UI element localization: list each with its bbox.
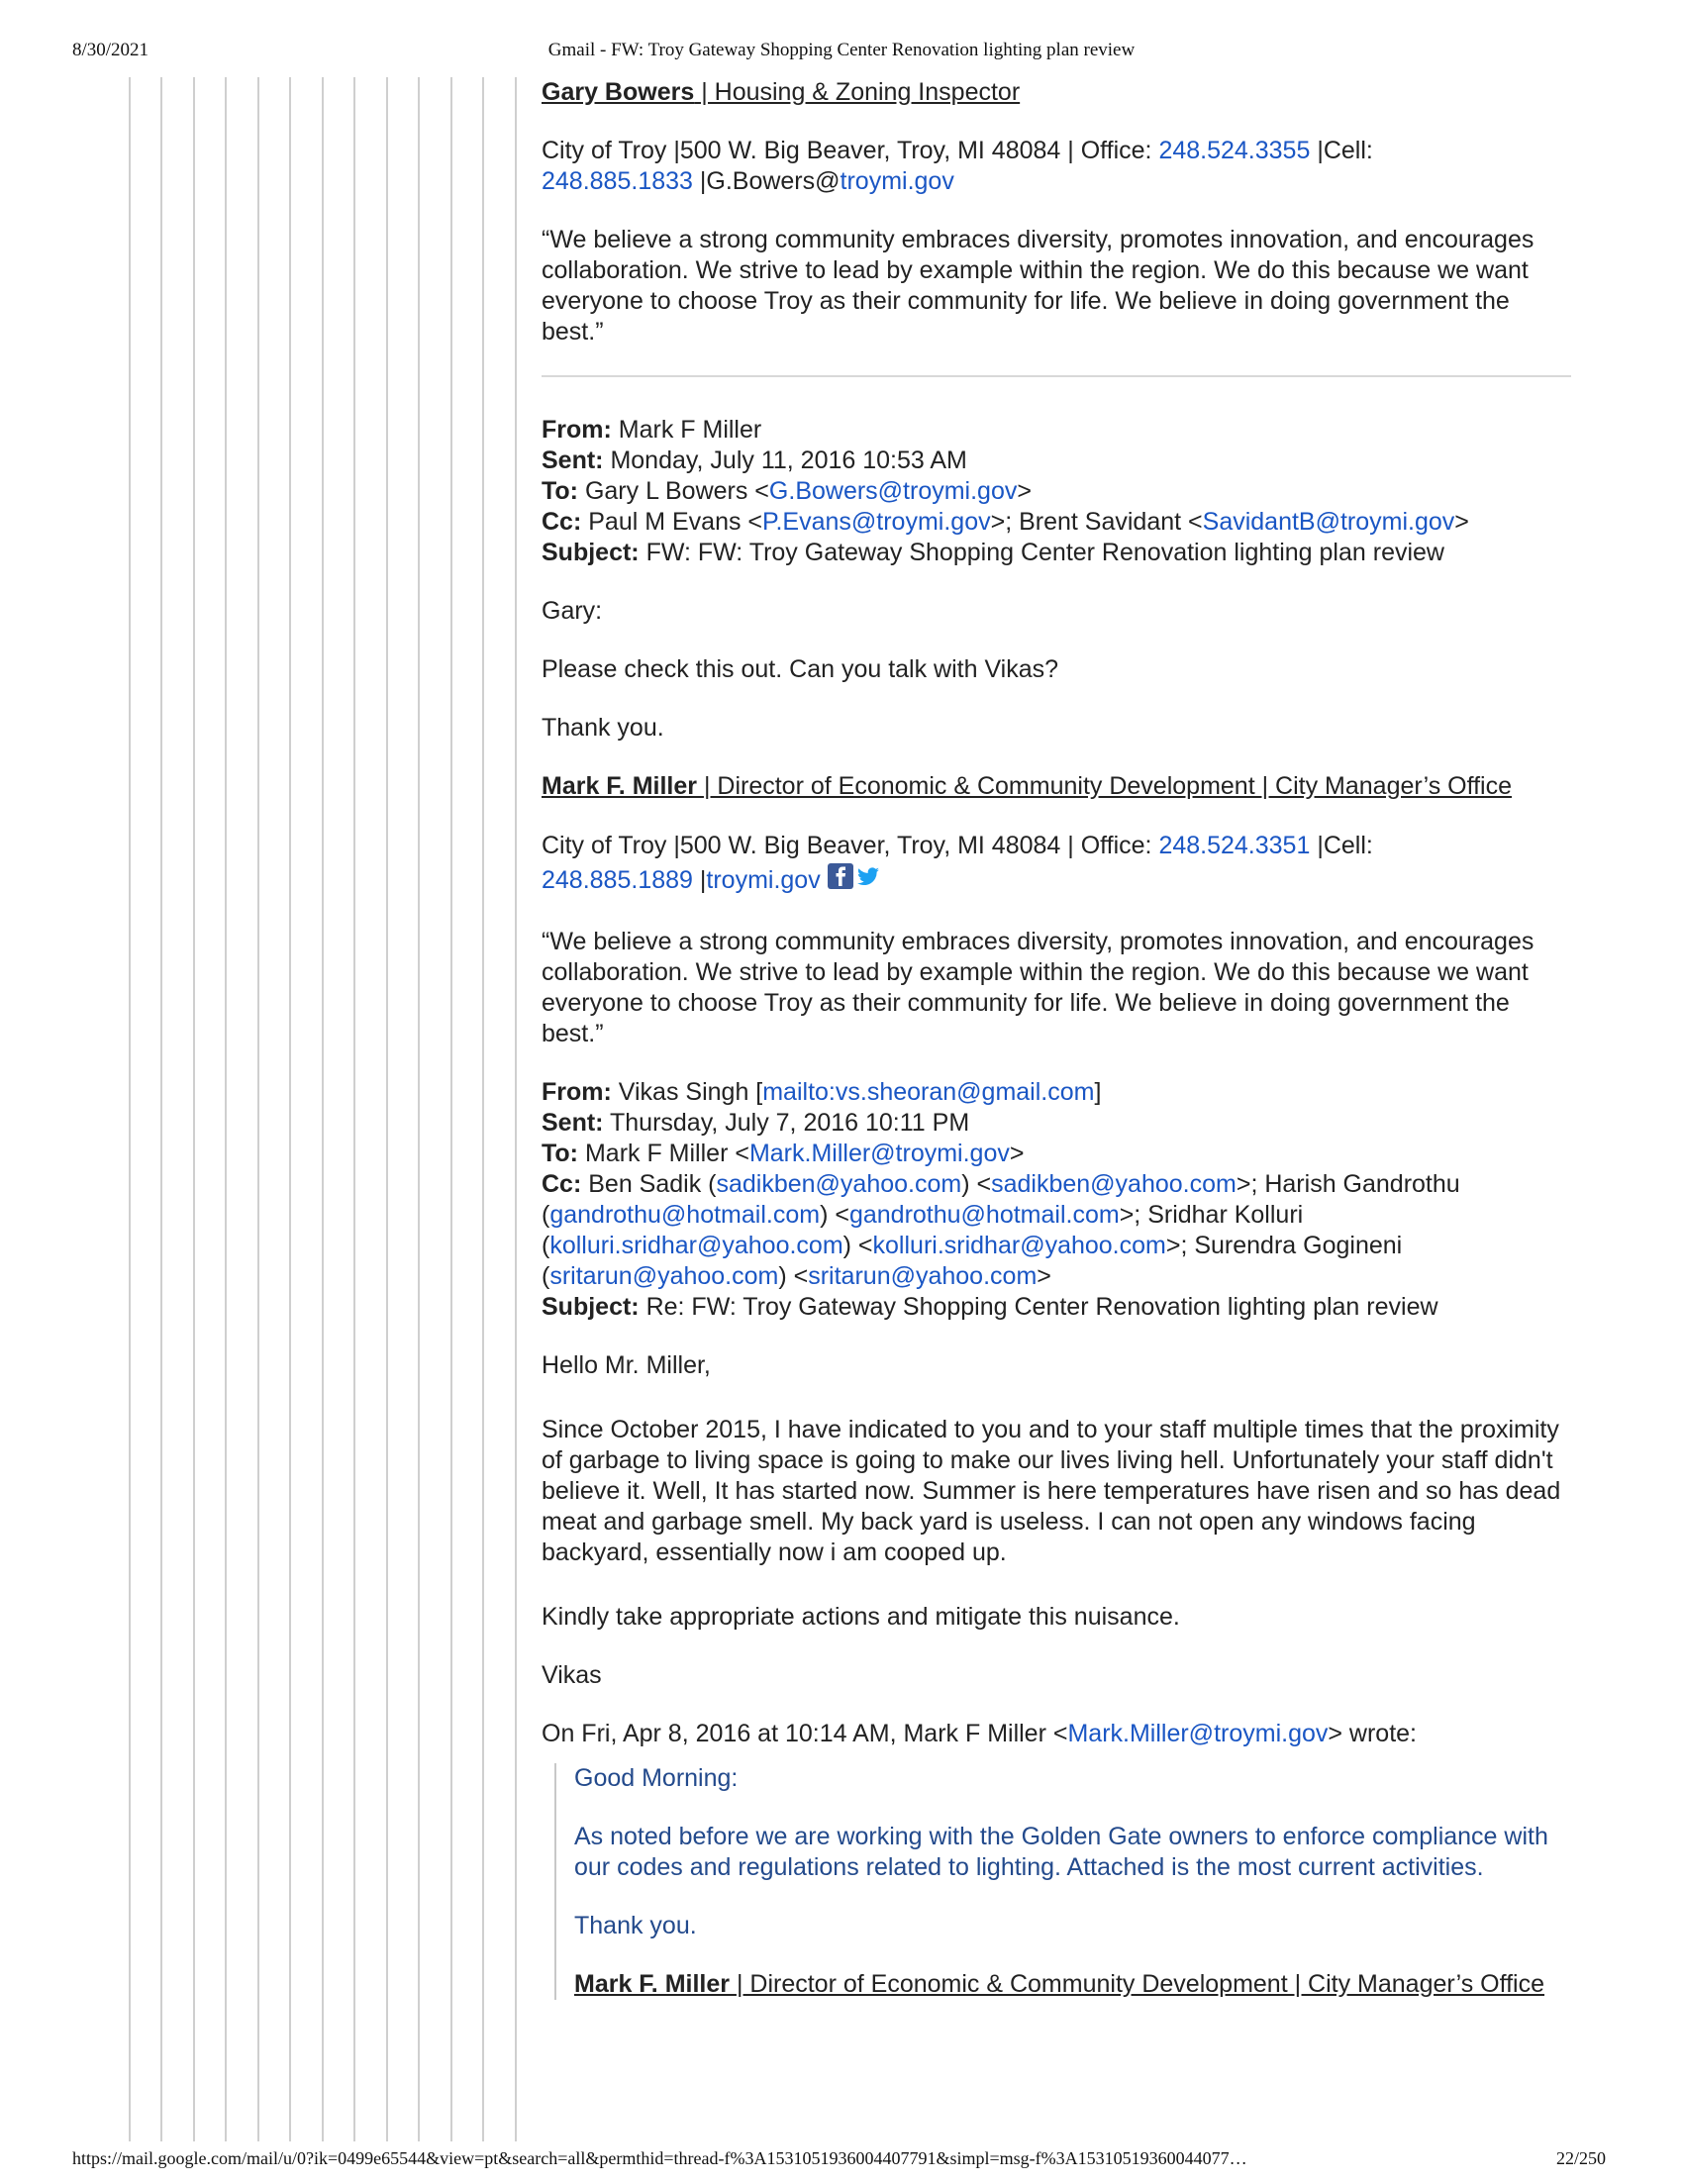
- message-body: Kindly take appropriate actions and mitigate this nuisance.: [542, 1603, 1180, 1631]
- signature-name: Mark F. Miller: [542, 772, 704, 800]
- signature-contact: City of Troy |500 W. Big Beaver, Troy, MI 48084 | Office: 248.524.3351 |Cell: 248.885.1889 |troymi.gov: [542, 832, 1373, 894]
- quoted-body: As noted before we are working with the Golden Gate owners to enforce compliance with our codes and regulations related to lighting. Attached is the most current activities.: [574, 1823, 1548, 1881]
- email-link[interactable]: mailto:vs.sheoran@gmail.com: [762, 1078, 1095, 1106]
- quoted-greeting: Good Morning:: [574, 1764, 739, 1792]
- to-line: To: Gary L Bowers <G.Bowers@troymi.gov>: [542, 477, 1032, 505]
- facebook-icon[interactable]: [827, 862, 854, 890]
- print-title: Gmail - FW: Troy Gateway Shopping Center Renovation lighting plan review: [547, 40, 1136, 60]
- signature-motto: “We believe a strong community embraces diversity, promotes innovation, and encourages collaboration. We strive to lead by example within the region. We do this because we want everyone to choose Troy as their community for life. We believe in doing government the best.”: [542, 928, 1534, 1047]
- office-phone-link[interactable]: 248.524.3351: [1158, 832, 1311, 859]
- email-link[interactable]: Mark.Miller@troymi.gov: [748, 1140, 1010, 1167]
- website-link[interactable]: troymi.gov: [840, 167, 954, 195]
- quoted-signature: Mark F. Miller | Director of Economic & Community Development | City Manager’s Office: [574, 1970, 1545, 1998]
- signature-motto: “We believe a strong community embraces diversity, promotes innovation, and encourages collaboration. We strive to lead by example within the region. We do this because we want everyone to choose Troy as their community for life. We believe in doing government the best.”: [542, 226, 1534, 346]
- signoff: Vikas: [542, 1661, 602, 1689]
- email-link[interactable]: gandrothu@hotmail.com: [848, 1201, 1120, 1229]
- quote-attribution: On Fri, Apr 8, 2016 at 10:14 AM, Mark F Miller <Mark.Miller@troymi.gov> wrote:: [542, 1720, 1417, 1747]
- sent-line: Sent: Thursday, July 7, 2016 10:11 PM: [542, 1109, 970, 1137]
- signature-title: | Housing & Zoning Inspector: [694, 78, 1021, 106]
- print-header: [0, 40, 1683, 75]
- website-link[interactable]: troymi.gov: [706, 866, 821, 894]
- message-body: Please check this out. Can you talk with Vikas?: [542, 655, 1059, 683]
- email-link[interactable]: sritarun@yahoo.com: [549, 1262, 779, 1290]
- sent-line: Sent: Monday, July 11, 2016 10:53 AM: [542, 447, 967, 474]
- office-phone-link[interactable]: 248.524.3355: [1158, 137, 1311, 164]
- from-line: From: Vikas Singh [mailto:vs.sheoran@gmail.com]: [542, 1078, 1102, 1106]
- email-link[interactable]: gandrothu@hotmail.com: [549, 1201, 821, 1229]
- subject-line: Subject: Re: FW: Troy Gateway Shopping Center Renovation lighting plan review: [542, 1293, 1438, 1321]
- print-date: 8/30/2021: [72, 40, 149, 60]
- message-header-2: [542, 1077, 1571, 1323]
- cc-line: Cc: Paul M Evans <P.Evans@troymi.gov>; Brent Savidant <SavidantB@troymi.gov>: [542, 508, 1469, 536]
- message-header-1: [542, 415, 1571, 568]
- thread-depth-rules: [129, 77, 530, 2141]
- email-link[interactable]: kolluri.sridhar@yahoo.com: [549, 1232, 843, 1259]
- message-body: Since October 2015, I have indicated to you and to your staff multiple times that the proximity of garbage to living space is going to make our lives living hell. Unfortunately your staff didn't believe it. Well, It has started now. Summer is here temperatures have risen and so has dead meat and garbage smell. My back yard is useless. I can not open any windows facing backyard, essentially now i am cooped up.: [542, 1416, 1561, 1566]
- email-content: [542, 77, 1571, 2000]
- email-link[interactable]: SavidantB@troymi.gov: [1202, 508, 1455, 536]
- twitter-icon[interactable]: [854, 862, 882, 890]
- email-link[interactable]: kolluri.sridhar@yahoo.com: [872, 1232, 1166, 1259]
- signature-title: | Director of Economic & Community Development | City Manager’s Office: [703, 772, 1513, 800]
- to-line: To: Mark F Miller <Mark.Miller@troymi.gov>: [542, 1140, 1025, 1167]
- email-link[interactable]: sadikben@yahoo.com: [991, 1170, 1237, 1198]
- cell-phone-link[interactable]: 248.885.1889: [542, 866, 693, 894]
- greeting: Hello Mr. Miller,: [542, 1351, 711, 1379]
- quoted-message: [554, 1763, 1571, 2000]
- print-url: https://mail.google.com/mail/u/0?ik=0499e65544&view=pt&search=all&permthid=thread-f%3A1531051936004407791&simpl=msg-f%3A15310519360044077…: [72, 2148, 1247, 2168]
- closing: Thank you.: [542, 714, 664, 742]
- email-link[interactable]: G.Bowers@troymi.gov: [768, 477, 1018, 505]
- signature-contact: City of Troy |500 W. Big Beaver, Troy, MI 48084 | Office: 248.524.3355 |Cell: 248.885.1833 |G.Bowers@troymi.gov: [542, 137, 1373, 195]
- greeting: Gary:: [542, 597, 603, 625]
- subject-line: Subject: FW: FW: Troy Gateway Shopping Center Renovation lighting plan review: [542, 539, 1444, 566]
- cc-line: Cc: Ben Sadik (sadikben@yahoo.com) <sadikben@yahoo.com>; Harish Gandrothu (gandrothu@hotmail.com) <gandrothu@hotmail.com>; Sridhar Kolluri (kolluri.sridhar@yahoo.com) <kolluri.sridhar@yahoo.com>; Surendra Gogineni (sritarun@yahoo.com) <sritarun@yahoo.com>: [542, 1170, 1460, 1290]
- signature-name: Gary Bowers: [542, 78, 695, 106]
- cell-phone-link[interactable]: 248.885.1833: [542, 167, 693, 195]
- email-link[interactable]: sadikben@yahoo.com: [716, 1170, 962, 1198]
- print-footer: [0, 2148, 1683, 2184]
- email-link[interactable]: P.Evans@troymi.gov: [762, 508, 991, 536]
- signature-mark-miller: [542, 771, 1571, 802]
- from-line: From: Mark F Miller: [542, 416, 762, 444]
- page-number: 22/250: [1556, 2148, 1607, 2168]
- divider: [542, 375, 1571, 377]
- email-link[interactable]: Mark.Miller@troymi.gov: [1067, 1720, 1329, 1747]
- email-link[interactable]: sritarun@yahoo.com: [808, 1262, 1038, 1290]
- quoted-closing: Thank you.: [574, 1912, 697, 1939]
- signature-gary-bowers: [542, 77, 1571, 108]
